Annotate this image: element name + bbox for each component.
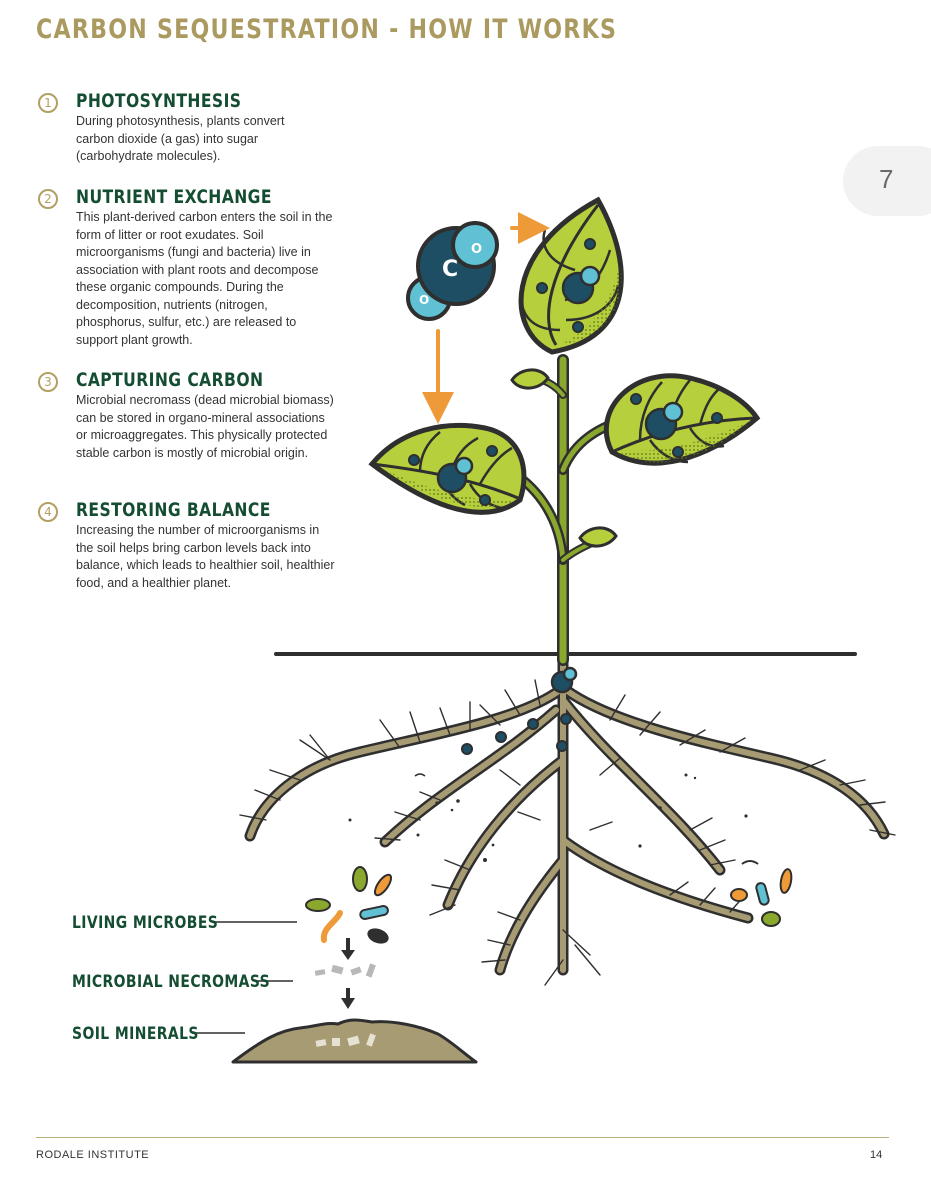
legend-soil-minerals: SOIL MINERALS — [72, 1024, 199, 1044]
necromass-fragments — [315, 963, 376, 977]
legend-microbial-necromass: MICROBIAL NECROMASS — [72, 972, 271, 992]
footer-page-number: 14 — [870, 1149, 883, 1161]
section-tab-number: 7 — [879, 164, 894, 194]
page-title: CARBON SEQUESTRATION - HOW IT WORKS — [36, 14, 618, 45]
oxygen-atom-label: O — [419, 293, 430, 307]
carbon-atom-label: C — [442, 257, 459, 282]
step-body: During photosynthesis, plants convert carbon dioxide (a gas) into sugar (carbohydrate molecules). — [76, 114, 285, 163]
step-number: 4 — [38, 502, 58, 522]
step-body: This plant-derived carbon enters the soil in the form of litter or root exudates. Soil microorganisms (fungi and bacteria) live in association with plant roots and decompose these organic compounds. During the decomposition, nutrients (nitrogen, phosphorus, sulfur, etc.) are released to support plant growth. — [76, 210, 333, 347]
bud-leaf — [512, 370, 548, 388]
co2-molecule — [408, 223, 497, 319]
stem — [512, 360, 622, 660]
footer-divider — [36, 1137, 889, 1138]
soil-mound — [233, 1020, 476, 1062]
oxygen-atom-label: O — [471, 242, 483, 257]
bud-leaf — [580, 528, 616, 546]
step-body: Increasing the number of microorganisms in the soil helps bring carbon levels back into balance, which leads to healthier soil, healthier food, and a healthier planet. — [76, 523, 335, 590]
step-heading: RESTORING BALANCE — [76, 499, 271, 521]
step-number: 1 — [38, 93, 58, 113]
step-number: 3 — [38, 372, 58, 392]
step-heading: NUTRIENT EXCHANGE — [76, 186, 272, 208]
step-body: Microbial necromass (dead microbial biomass) can be stored in organo-mineral associations or microaggregates. This physically protected stable carbon is mostly of microbial origin. — [76, 393, 334, 460]
footer-publisher: RODALE INSTITUTE — [36, 1149, 150, 1161]
living-microbes-left — [306, 867, 394, 945]
legend-living-microbes: LIVING MICROBES — [72, 913, 219, 933]
step-number: 2 — [38, 189, 58, 209]
roots — [240, 655, 895, 985]
step-heading: CAPTURING CARBON — [76, 369, 264, 391]
step-heading: PHOTOSYNTHESIS — [76, 90, 242, 112]
